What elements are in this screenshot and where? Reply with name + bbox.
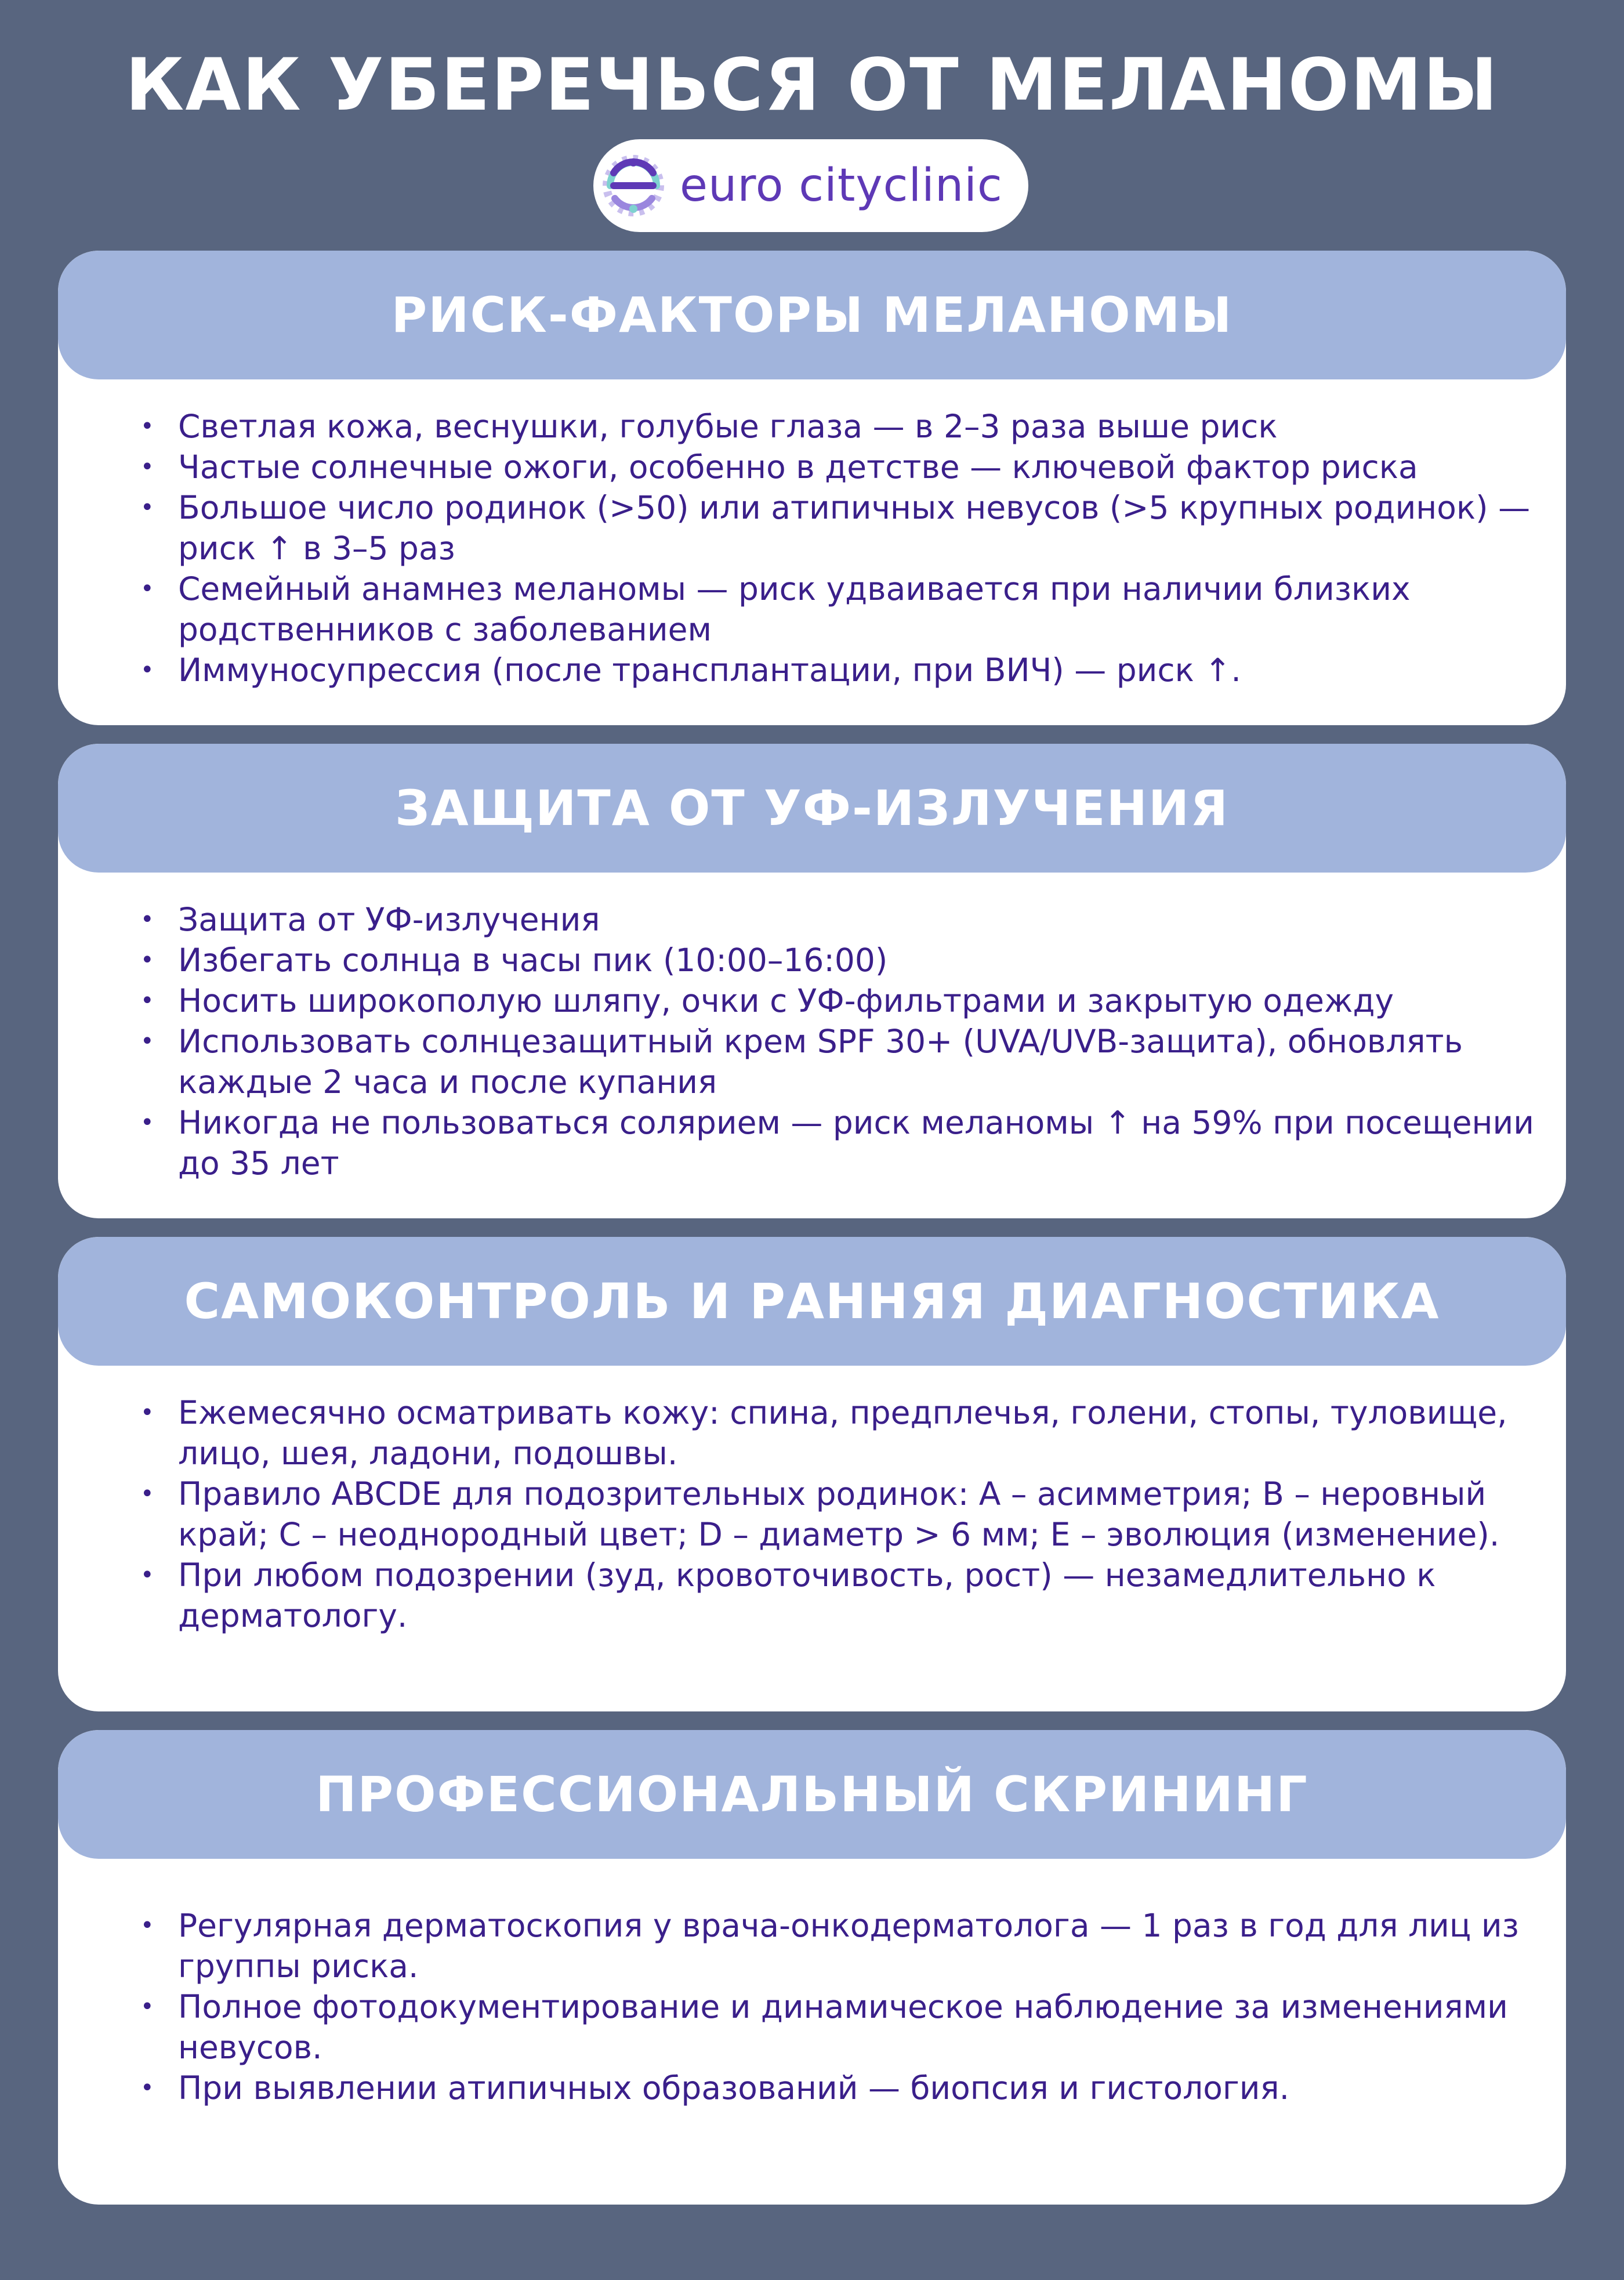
list-item: • Использовать солнцезащитный крем SPF 30+ (UVA/UVB-защита), обновлять каждые 2 часа и после купания bbox=[178, 1021, 1543, 1102]
section-title: РИСК-ФАКТОРЫ МЕЛАНОМЫ bbox=[391, 287, 1233, 343]
list-item: • Иммуносупрессия (после трансплантации, при ВИЧ) — риск ↑. bbox=[178, 650, 1543, 690]
list-item: • Большое число родинок (>50) или атипичных невусов (>5 крупных родинок) — риск ↑ в 3–5 раз bbox=[178, 487, 1543, 569]
list-item: • Полное фотодокументирование и динамическое наблюдение за изменениями невусов. bbox=[178, 1986, 1543, 2068]
list-item: • Светлая кожа, веснушки, голубые глаза — в 2–3 раза выше риск bbox=[178, 406, 1543, 447]
logo-text: euro cityclinic bbox=[680, 160, 1003, 212]
list-item: • Избегать солнца в часы пик (10:00–16:00) bbox=[178, 940, 1543, 980]
page-title: КАК УБЕРЕЧЬСЯ ОТ МЕЛАНОМЫ bbox=[125, 44, 1499, 127]
list-item: • Семейный анамнез меланомы — риск удваивается при наличии близких родственников с заболеванием bbox=[178, 569, 1543, 650]
bullet-list bbox=[58, 873, 1566, 1184]
screening-card bbox=[58, 1730, 1566, 2205]
list-item: • Никогда не пользоваться солярием — риск меланомы ↑ на 59% при посещении до 35 лет bbox=[178, 1102, 1543, 1184]
risk-factors-card bbox=[58, 251, 1566, 725]
list-item: • При выявлении атипичных образований — биопсия и гистология. bbox=[178, 2068, 1543, 2108]
section-header bbox=[58, 1730, 1566, 1859]
section-header bbox=[58, 744, 1566, 873]
section-header bbox=[58, 251, 1566, 379]
list-item: • Правило ABCDE для подозрительных родинок: A – асимметрия; B – неровный край; C – неоднородный цвет; D – диаметр > 6 мм; E – эволюция (изменение). bbox=[178, 1474, 1543, 1555]
bullet-list bbox=[58, 1366, 1566, 1636]
section-title: ЗАЩИТА ОТ УФ-ИЗЛУЧЕНИЯ bbox=[395, 780, 1229, 837]
self-check-card bbox=[58, 1237, 1566, 1711]
list-item: • Частые солнечные ожоги, особенно в детстве — ключевой фактор риска bbox=[178, 447, 1543, 487]
list-item: • Регулярная дерматоскопия у врача-онкодерматолога — 1 раз в год для лиц из группы риска. bbox=[178, 1905, 1543, 1986]
clinic-logo-icon bbox=[597, 150, 669, 222]
section-title: САМОКОНТРОЛЬ И РАННЯЯ ДИАГНОСТИКА bbox=[184, 1273, 1440, 1330]
list-item: • Защита от УФ-излучения bbox=[178, 899, 1543, 940]
bullet-list bbox=[58, 379, 1566, 690]
uv-protection-card bbox=[58, 744, 1566, 1218]
list-item: • Носить широкополую шляпу, очки с УФ-фильтрами и закрытую одежду bbox=[178, 980, 1543, 1021]
list-item: • При любом подозрении (зуд, кровоточивость, рост) — незамедлительно к дерматологу. bbox=[178, 1555, 1543, 1636]
list-item: • Ежемесячно осматривать кожу: спина, предплечья, голени, стопы, туловище, лицо, шея, ладони, подошвы. bbox=[178, 1392, 1543, 1474]
section-header bbox=[58, 1237, 1566, 1366]
bullet-list bbox=[58, 1859, 1566, 2108]
section-title: ПРОФЕССИОНАЛЬНЫЙ СКРИНИНГ bbox=[316, 1766, 1308, 1823]
